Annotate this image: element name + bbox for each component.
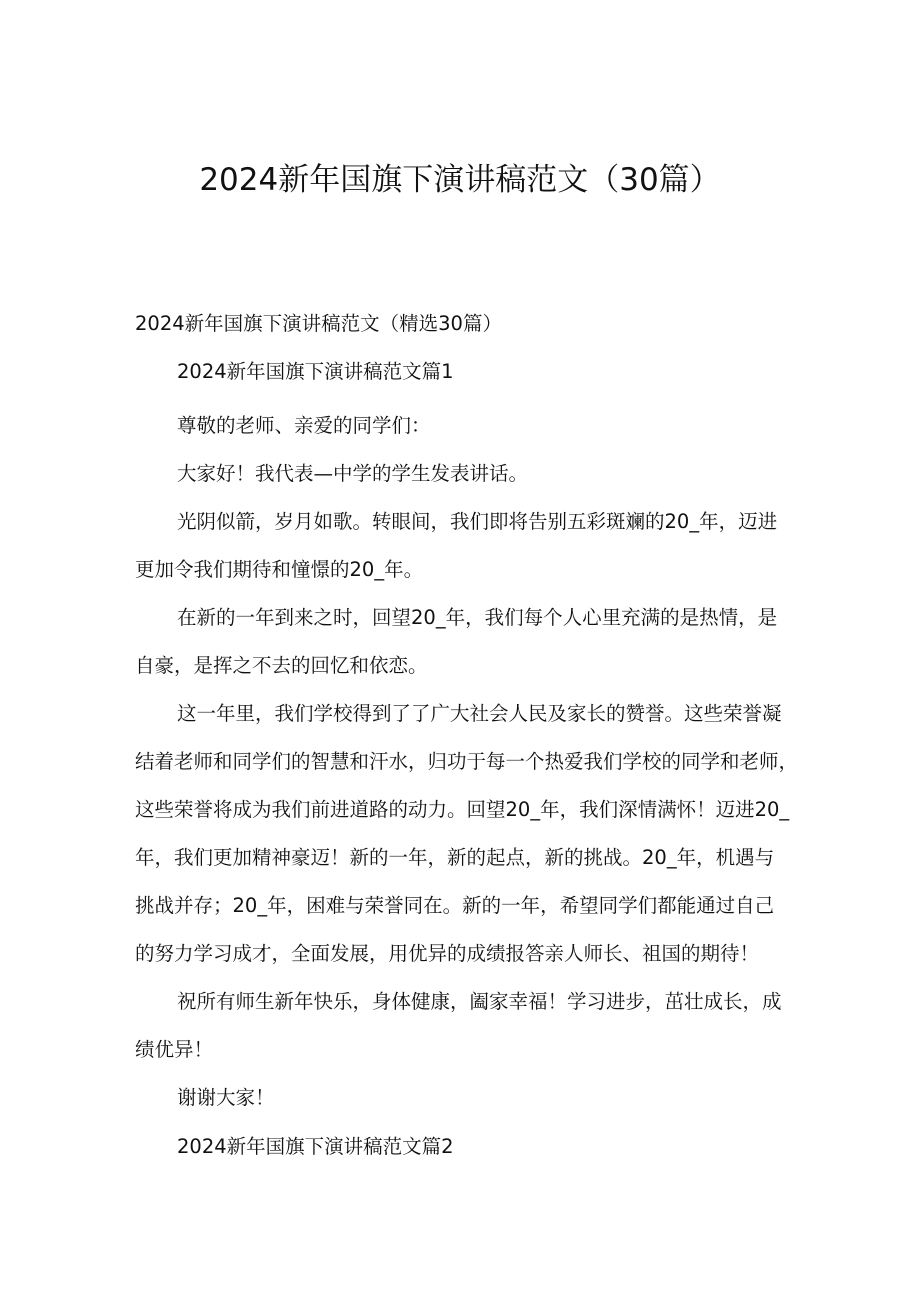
paragraph-line: 这一年里，我们学校得到了了广大社会人民及家长的赞誉。这些荣誉凝 [177,702,782,725]
paragraph-line: 这些荣誉将成为我们前进道路的动力。回望20_年，我们深情满怀！迈进20_ [135,798,790,821]
paragraph-line: 绩优异！ [135,1038,214,1061]
paragraph-line: 光阴似箭，岁月如歌。转眼间，我们即将告别五彩斑斓的20_年，迈进 [177,510,778,533]
document-title: 2024新年国旗下演讲稿范文（30篇） [199,162,721,198]
section-heading-1: 2024新年国旗下演讲稿范文篇1 [177,360,454,383]
paragraph-line: 自豪，是挥之不去的回忆和依恋。 [135,654,428,677]
paragraph-line: 挑战并存；20_年，困难与荣誉同在。新的一年，希望同学们都能通过自己 [135,894,775,917]
paragraph-line: 大家好！我代表—中学的学生发表讲话。 [177,462,529,485]
section-heading-2: 2024新年国旗下演讲稿范文篇2 [177,1135,454,1158]
paragraph-line: 的努力学习成才，全面发展，用优异的成绩报答亲人师长、祖国的期待！ [135,942,760,965]
paragraph-line: 年，我们更加精神豪迈！新的一年，新的起点，新的挑战。20_年，机遇与 [135,846,775,869]
paragraph-salutation [135,402,795,450]
paragraph-honors [135,690,799,978]
paragraph-line: 尊敬的老师、亲爱的同学们： [177,414,431,437]
paragraph-line: 祝所有师生新年快乐，身体健康，阖家幸福！学习进步，茁壮成长，成 [177,990,782,1013]
paragraph-wishes [135,978,795,1074]
paragraph-line: 在新的一年到来之时，回望20_年，我们每个人心里充满的是热情，是 [177,606,778,629]
paragraph-thanks [135,1074,795,1122]
paragraph-line: 结着老师和同学们的智慧和汗水，归功于每一个热爱我们学校的同学和老师， [135,750,799,773]
paragraph-time-flies [135,498,795,594]
document-subtitle: 2024新年国旗下演讲稿范文（精选30篇） [135,312,502,335]
paragraph-greeting [135,450,795,498]
paragraph-line: 更加令我们期待和憧憬的20_年。 [135,558,424,581]
paragraph-new-year [135,594,795,690]
paragraph-line: 谢谢大家！ [177,1086,275,1109]
